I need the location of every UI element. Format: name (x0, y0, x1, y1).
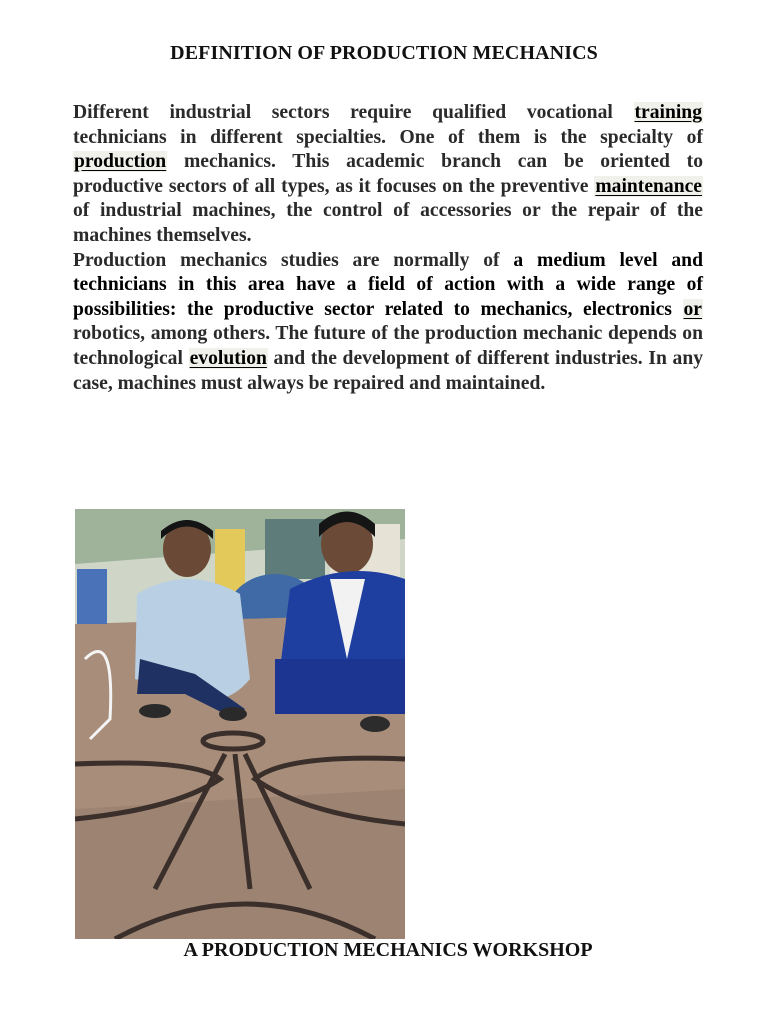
paragraph-1 (73, 101, 703, 249)
link-training[interactable]: training (634, 102, 702, 123)
link-production[interactable]: production (74, 151, 167, 173)
machine (265, 519, 325, 579)
shoe (360, 716, 390, 732)
tracksuit-pants (275, 659, 405, 714)
photo-caption: A PRODUCTION MECHANICS WORKSHOP (183, 939, 593, 961)
text-run: robotics, among others. The future of the production mechanic depends on technological (73, 323, 703, 369)
text-run: a medium level and technicians in this area have a field of action with a wide range of possibilities: the productive sector related to mechanics, electronics (73, 249, 703, 320)
text-run: technicians in different specialties. One of them is the specialty of (73, 126, 703, 148)
link-maintenance[interactable]: maintenance (595, 175, 702, 197)
shoe (139, 704, 171, 718)
workshop-photo-illustration (75, 509, 405, 939)
shoe (219, 707, 247, 721)
paragraph-2 (73, 249, 703, 397)
workshop-photo (75, 509, 405, 939)
text-run: mechanics. This academic branch can be oriented to productive sectors of all types, as it focuses on the preventive (73, 151, 703, 197)
link-or[interactable]: or (683, 298, 702, 320)
text-run: Different industrial sectors require qualified vocational (73, 102, 634, 123)
text-run: Production mechanics studies are normally of (73, 249, 514, 271)
page-title: DEFINITION OF PRODUCTION MECHANICS (170, 42, 598, 64)
link-evolution[interactable]: evolution (189, 347, 267, 369)
body-text (73, 101, 703, 396)
background-person (77, 569, 107, 624)
text-run: of industrial machines, the control of accessories or the repair of the machines themselves. (73, 200, 703, 246)
text-run: and the development of different industries. In any case, machines must always be repaired and maintained. (73, 347, 704, 394)
